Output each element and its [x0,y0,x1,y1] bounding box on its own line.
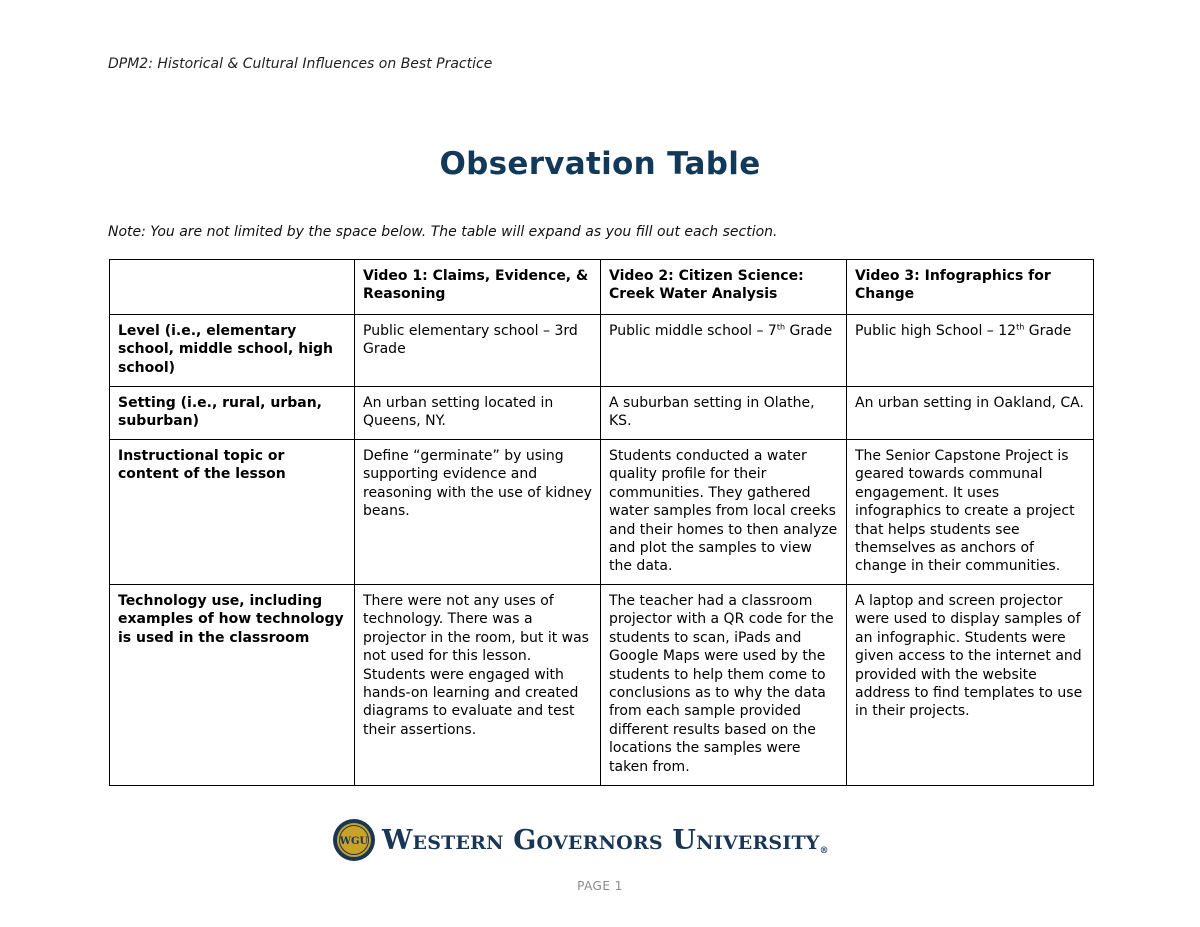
cell-text: Grade [785,323,833,339]
row-label-technology: Technology use, including examples of how technology is used in the classroom [110,585,355,786]
cell-text: Public high School – 12 [855,323,1017,339]
university-name-text: Western Governors University [382,824,820,856]
row-label-topic: Instructional topic or content of the lesson [110,440,355,585]
cell-technology-video-3: A laptop and screen projector were used to display samples of an infographic. Students were given access to the internet and provided with the website address to find templates to use in their projects. [847,585,1094,786]
cell-technology-video-2: The teacher had a classroom projector with a QR code for the students to scan, iPads and Google Maps were used by the students to help them come to conclusions as to why the data from each sample provided different results based on the locations the samples were taken from. [601,585,847,786]
registered-mark: ® [819,845,829,856]
header-cell-video-1: Video 1: Claims, Evidence, & Reasoning [355,260,601,315]
page-number: PAGE 1 [577,879,623,893]
cell-level-video-1: Public elementary school – 3rd Grade [355,315,601,387]
cell-level-video-3 [847,315,1094,387]
header-cell-blank [110,260,355,315]
running-header: DPM2: Historical & Cultural Influences on Best Practice [108,56,493,72]
cell-topic-video-3: The Senior Capstone Project is geared towards communal engagement. It uses infographics to create a project that helps students see themselves as anchors of change in their communities. [847,440,1094,585]
table-note: Note: You are not limited by the space below. The table will expand as you fill out each section. [108,224,778,240]
seal-lettering: WGU [339,836,369,847]
ordinal-suffix: th [776,322,786,332]
university-name [382,825,829,856]
row-label-level: Level (i.e., elementary school, middle school, high school) [110,315,355,387]
cell-technology-video-1: There were not any uses of technology. There was a projector in the room, but it was not used for this lesson. Students were engaged with hands-on learning and created diagrams to evaluate and test their assertions. [355,585,601,786]
university-logo [332,818,829,862]
row-label-setting: Setting (i.e., rural, urban, suburban) [110,387,355,440]
observation-table [109,259,1094,786]
university-seal-icon [332,818,376,862]
table-row-topic [110,440,1094,585]
cell-text: Public middle school – 7 [609,323,777,339]
cell-setting-video-2: A suburban setting in Olathe, KS. [601,387,847,440]
cell-level-video-2 [601,315,847,387]
ordinal-suffix: th [1016,322,1025,332]
header-cell-video-3: Video 3: Infographics for Change [847,260,1094,315]
table-row-technology [110,585,1094,786]
table-row-level [110,315,1094,387]
cell-setting-video-3: An urban setting in Oakland, CA. [847,387,1094,440]
cell-setting-video-1: An urban setting located in Queens, NY. [355,387,601,440]
header-cell-video-2: Video 2: Citizen Science: Creek Water Analysis [601,260,847,315]
cell-topic-video-2: Students conducted a water quality profile for their communities. They gathered water samples from local creeks and their homes to then analyze and plot the samples to view the data. [601,440,847,585]
cell-text: Grade [1024,323,1072,339]
cell-topic-video-1: Define “germinate” by using supporting evidence and reasoning with the use of kidney beans. [355,440,601,585]
page-title: Observation Table [439,146,761,182]
table-row-setting [110,387,1094,440]
table-header-row [110,260,1094,315]
